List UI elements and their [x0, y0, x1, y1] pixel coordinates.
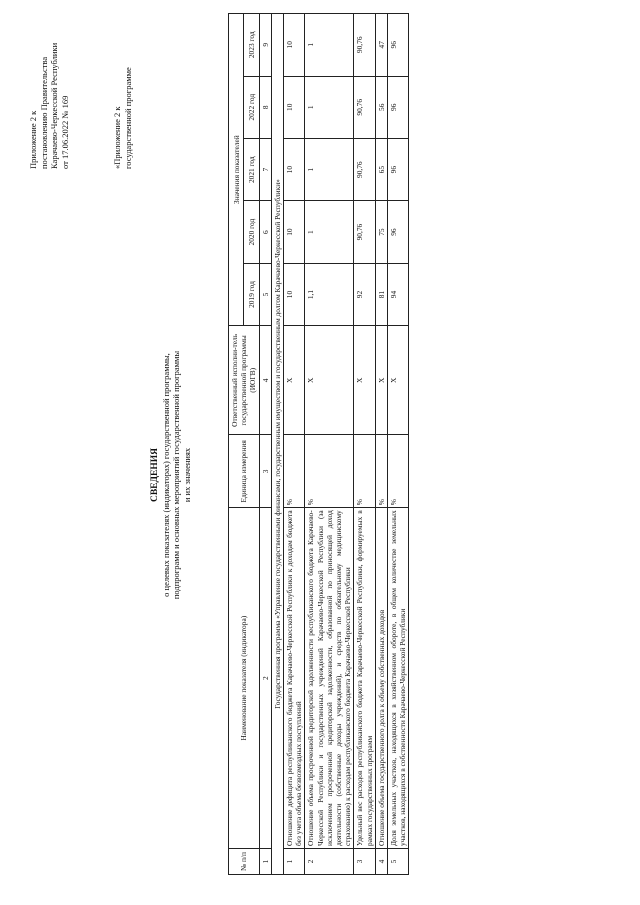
approval-line: от 17.06.2022 № 169: [59, 95, 70, 169]
cell-unit: %: [284, 435, 305, 508]
cell-y2019: 1,1: [305, 263, 354, 325]
cell-num: 1: [284, 849, 305, 875]
cell-y2020: 96: [388, 201, 409, 263]
cell-y2020: 75: [375, 201, 387, 263]
column-index: 5: [259, 263, 271, 325]
cell-num: 2: [305, 849, 354, 875]
column-index: 7: [259, 138, 271, 200]
table-row: [388, 14, 409, 875]
title-line: подпрограмм и основных мероприятий государственной программы: [171, 350, 181, 600]
approval-line: постановлению Правительства: [38, 56, 49, 169]
col-header-2019: 2019 год: [244, 263, 259, 325]
column-index: 2: [259, 508, 271, 849]
cell-y2022: 1: [305, 76, 354, 138]
table-row: [305, 14, 354, 875]
column-index: 8: [259, 76, 271, 138]
cell-num: 5: [388, 849, 409, 875]
cell-y2022: 90,76: [354, 76, 375, 138]
cell-y2021: 90,76: [354, 138, 375, 200]
program-row: [271, 14, 283, 875]
column-index-row: [259, 14, 271, 875]
col-header-2021: 2021 год: [244, 138, 259, 200]
cell-y2020: 1: [305, 201, 354, 263]
indicators-table: [228, 13, 409, 875]
cell-num: 4: [375, 849, 387, 875]
annex-line: государственной программе: [122, 67, 133, 169]
col-header-2020: 2020 год: [244, 201, 259, 263]
cell-resp: X: [375, 326, 387, 435]
cell-name: Отношение объема государственного долга к объему собственных доходов: [375, 508, 387, 849]
cell-y2020: 10: [284, 201, 305, 263]
column-index: 1: [259, 849, 271, 875]
col-header-name: Наименование показателя (индикатора): [229, 508, 260, 849]
program-title: Государственная программа «Управление государственными финансами, государственным имуществом и государственным долгом Карачаево-Черкесской Республики»: [271, 14, 283, 875]
cell-name: Отношение дефицита республиканского бюджета Карачаево-Черкесской Республики к доходам бюджета без учета объема безвозмездных поступлений: [284, 508, 305, 849]
cell-y2022: 96: [388, 76, 409, 138]
cell-y2023: 96: [388, 14, 409, 77]
table-body: [284, 14, 409, 875]
cell-y2023: 90,76: [354, 14, 375, 77]
col-header-2023: 2023 год: [244, 14, 259, 77]
annex-note: [112, 9, 133, 169]
table-row: [284, 14, 305, 875]
cell-y2021: 1: [305, 138, 354, 200]
annex-line: «Приложение 2 к: [112, 106, 122, 169]
cell-unit: %: [375, 435, 387, 508]
cell-num: 3: [354, 849, 375, 875]
cell-y2022: 10: [284, 76, 305, 138]
document-title-block: [150, 275, 192, 675]
table-row: [354, 14, 375, 875]
cell-y2020: 90,76: [354, 201, 375, 263]
col-header-unit: Единица измерения: [229, 435, 260, 508]
cell-y2023: 10: [284, 14, 305, 77]
title-line: и их значениях: [181, 447, 192, 503]
col-header-num: № п/п: [229, 849, 260, 875]
cell-y2023: 1: [305, 14, 354, 77]
cell-y2021: 96: [388, 138, 409, 200]
column-index: 3: [259, 435, 271, 508]
cell-resp: X: [305, 326, 354, 435]
cell-resp: X: [354, 326, 375, 435]
cell-name: Удельный вес расходов республиканского бюджета Карачаево-Черкесской Республики, формируемых в рамках государственных программ: [354, 508, 375, 849]
cell-y2019: 81: [375, 263, 387, 325]
cell-y2022: 56: [375, 76, 387, 138]
approval-line: Приложение 2 к: [28, 110, 38, 169]
cell-unit: %: [305, 435, 354, 508]
header-row: [229, 14, 244, 875]
cell-y2019: 94: [388, 263, 409, 325]
cell-y2021: 10: [284, 138, 305, 200]
table-row: [375, 14, 387, 875]
col-header-values: Значения показателей: [229, 14, 244, 326]
col-header-responsible: Ответственный исполни-тель государственной программы (ИОГВ): [229, 326, 260, 435]
col-header-2022: 2022 год: [244, 76, 259, 138]
cell-y2023: 47: [375, 14, 387, 77]
approval-line: Карачаево-Черкесской Республики: [49, 42, 59, 169]
document-title: СВЕДЕНИЯ: [150, 447, 160, 503]
cell-unit: %: [388, 435, 409, 508]
cell-unit: %: [354, 435, 375, 508]
cell-y2019: 92: [354, 263, 375, 325]
cell-name: Отношение объема просроченной кредиторской задолженности республиканского бюджета Карачаево-Черкесской Республики и государственных учреждений Карачаево-Черкесской Республики (за исключением просроченной кредиторской задолженности, образованной по приносящей доход деятельности (собственные доходы учреждений), и средств по обязательному медицинскому страхованию) к расходам республиканского бюджета Карачаево-Черкесской Республики: [305, 508, 354, 849]
column-index: 6: [259, 201, 271, 263]
cell-resp: X: [388, 326, 409, 435]
column-index: 4: [259, 326, 271, 435]
column-index: 9: [259, 14, 271, 77]
cell-resp: X: [284, 326, 305, 435]
cell-y2019: 10: [284, 263, 305, 325]
cell-y2021: 65: [375, 138, 387, 200]
approval-stamp: [28, 9, 70, 169]
cell-name: Доля земельных участков, находящихся в хозяйственном обороте, в общем количестве земельных участков, находящихся в собственности Карачаево-Черкесской Республики: [388, 508, 409, 849]
title-line: о целевых показателях (индикаторах) государственной программы,: [160, 353, 171, 597]
